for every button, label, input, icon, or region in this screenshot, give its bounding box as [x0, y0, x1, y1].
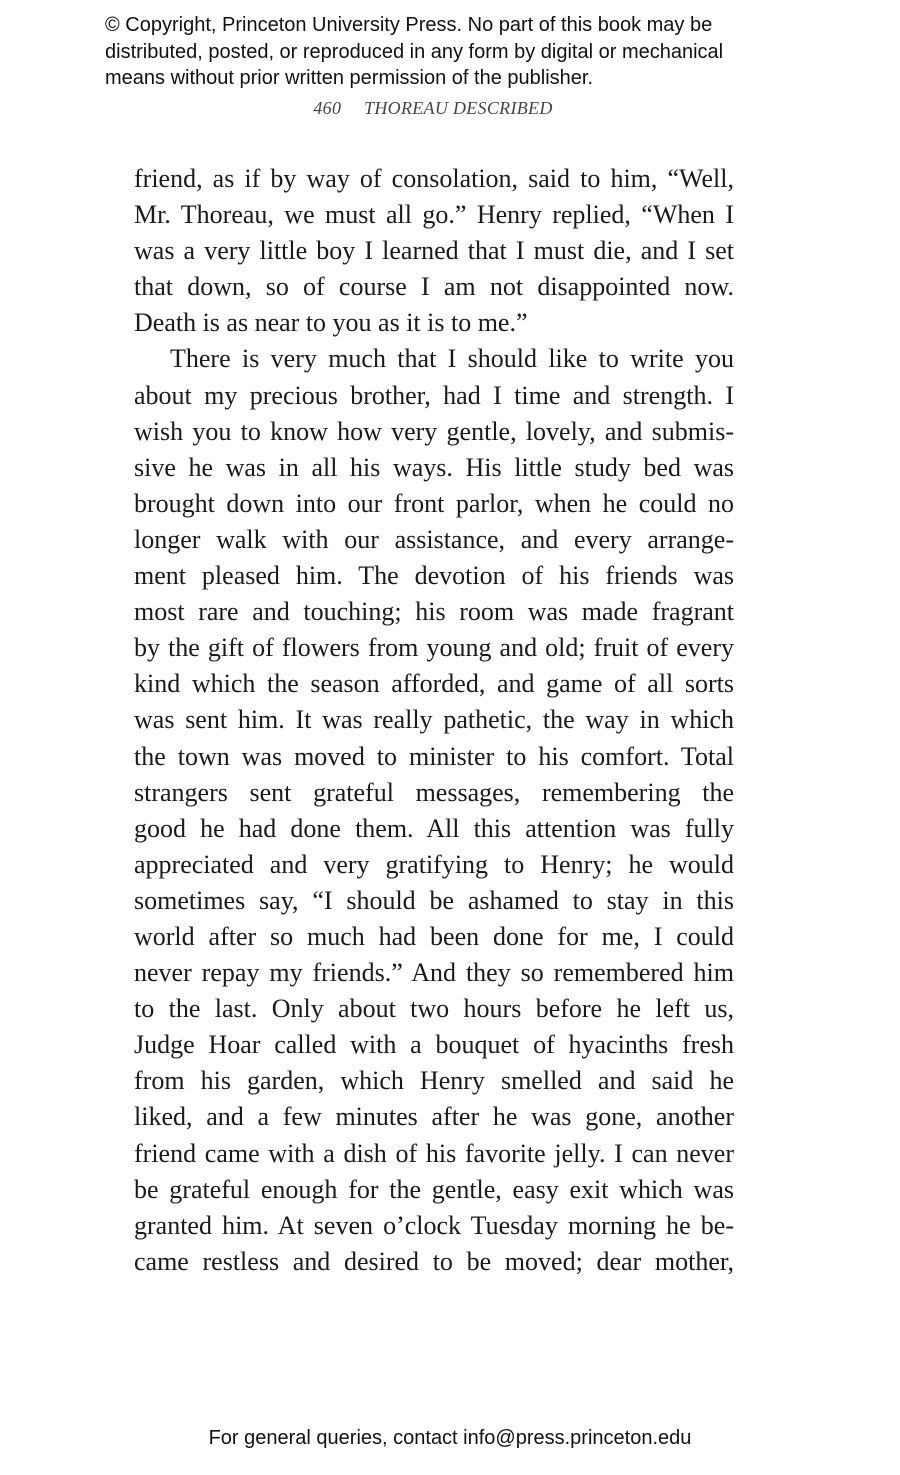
text-line: friend came with a dish of his favorite jelly. I can never: [134, 1138, 734, 1168]
copyright-line: means without prior written permission of the publisher.: [105, 67, 594, 89]
text-line: the town was moved to minister to his comfort. Total: [134, 741, 734, 771]
text-line: Mr. Thoreau, we must all go.” Henry replied, “When I: [134, 200, 734, 230]
text-line: be grateful enough for the gentle, easy exit which was: [134, 1174, 734, 1204]
text-line: sometimes say, “I should be ashamed to stay in this: [134, 885, 734, 915]
copyright-line: distributed, posted, or reproduced in any form by digital or mechanical: [105, 40, 724, 63]
text-line: brought down into our front parlor, when he could no: [134, 488, 734, 518]
text-line: strangers sent grateful messages, remembering the: [134, 777, 734, 807]
text-line: was a very little boy I learned that I must die, and I set: [134, 236, 734, 266]
running-head: [0, 98, 866, 119]
footer-contact: For general queries, contact info@press.princeton.edu: [208, 1427, 692, 1449]
text-line: by the gift of flowers from young and old; fruit of every: [134, 633, 734, 663]
text-line: Judge Hoar called with a bouquet of hyacinths fresh: [134, 1030, 734, 1060]
text-line: from his garden, which Henry smelled and said he: [134, 1066, 734, 1096]
running-head-title: THOREAU DESCRIBED: [364, 98, 553, 118]
body-text: [134, 161, 734, 1280]
copyright-notice: [105, 12, 825, 92]
page-number: 460: [313, 98, 342, 118]
text-line: longer walk with our assistance, and every arrange-: [134, 524, 734, 554]
text-line: ment pleased him. The devotion of his friends was: [134, 561, 734, 591]
text-line: most rare and touching; his room was made fragrant: [134, 597, 734, 627]
text-line: world after so much had been done for me, I could: [134, 921, 734, 951]
text-line: wish you to know how very gentle, lovely, and submis-: [134, 416, 734, 446]
text-line: granted him. At seven o’clock Tuesday morning he be-: [134, 1210, 734, 1240]
text-line: friend, as if by way of consolation, said to him, “Well,: [134, 164, 734, 193]
text-line: good he had done them. All this attention was fully: [134, 813, 734, 843]
paragraph-start-line: There is very much that I should like to write you: [170, 344, 734, 374]
text-line: never repay my friends.” And they so remembered him: [134, 958, 734, 988]
text-line: was sent him. It was really pathetic, the way in which: [134, 705, 734, 735]
text-line: about my precious brother, had I time and strength. I: [134, 380, 734, 410]
text-line: appreciated and very gratifying to Henry; he would: [134, 849, 734, 879]
text-line: liked, and a few minutes after he was gone, another: [134, 1102, 734, 1132]
text-line: kind which the season afforded, and game of all sorts: [134, 669, 734, 699]
text-line: to the last. Only about two hours before he left us,: [134, 994, 734, 1024]
text-line: came restless and desired to be moved; dear mother,: [134, 1246, 734, 1276]
text-line: sive he was in all his ways. His little study bed was: [134, 452, 734, 482]
copyright-line: © Copyright, Princeton University Press. No part of this book may be: [105, 14, 713, 36]
text-line: Death is as near to you as it is to me.”: [134, 308, 528, 338]
text-line: that down, so of course I am not disappointed now.: [134, 272, 734, 302]
